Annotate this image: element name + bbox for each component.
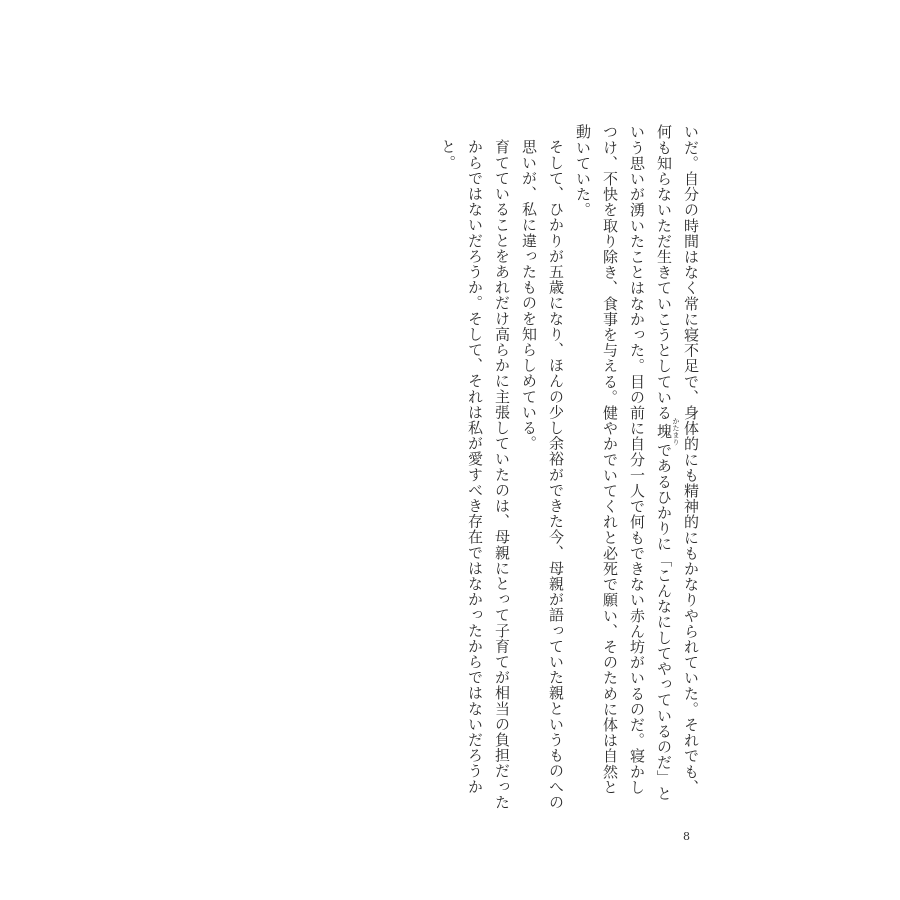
paragraph-1-part-1: いだ。自分の時間はなく常に寝不足で、身体的にも精神的にもかなりやられていた。それでも、何も知らないただ生きていこうとしている — [655, 124, 700, 795]
paragraph-1 — [569, 124, 704, 810]
paragraph-3: 育てていることをあれだけ高らかに主張していたのは、母親にとって子育てが相当の負担だったからではないだろうか。そして、それは私が愛すべき存在ではなかったからではないだろうかと。 — [439, 139, 511, 810]
ruby-reading: かたまり — [672, 417, 680, 446]
ruby-base: 塊 — [655, 417, 673, 446]
paragraph-2: そして、ひかりが五歳になり、ほんの少し余裕ができた今、母親が語っていた親というものへの思いが、私に違ったものを知らしめている。 — [520, 139, 565, 810]
page-number: 8 — [683, 830, 690, 843]
paragraph-1-part-2: であるひかりに「こんなにしてやっているのだ」という思いが湧いたことはなかった。目の前に自分一人で何もできない赤ん坊がいるのだ。寝かしつけ、不快を取り除き、食事を与える。健やかでいてくれと必死で願い、そのために体は自然と動いていた。 — [574, 124, 673, 802]
ruby-annotation — [655, 417, 680, 446]
vertical-text-block — [434, 124, 704, 810]
